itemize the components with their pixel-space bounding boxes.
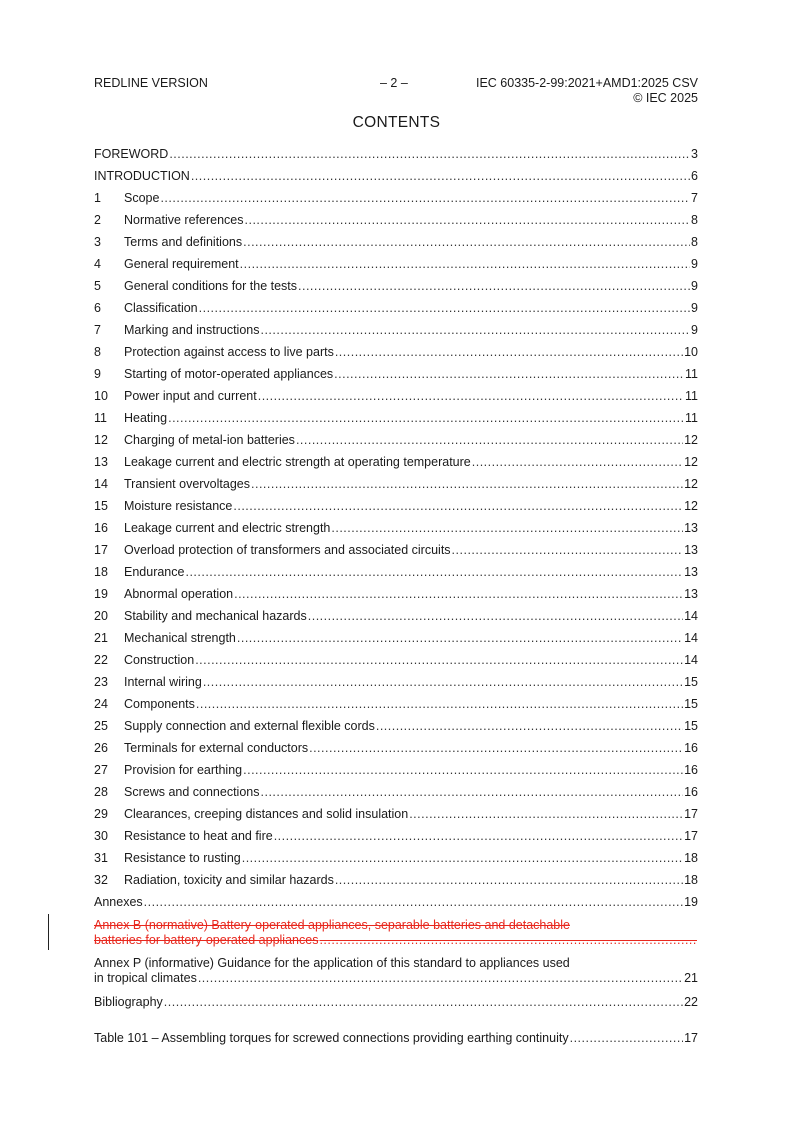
toc-entry-number: 14 (94, 477, 108, 491)
toc-entry-clause-23[interactable] (94, 674, 698, 696)
toc-entry-number: 23 (94, 675, 108, 689)
toc-entry-clause-13[interactable] (94, 454, 698, 476)
toc-entry-page: 7 (691, 191, 698, 205)
toc-entry-page: 9 (691, 279, 698, 293)
toc-leader-dots (261, 785, 684, 799)
toc-entry-label: Screws and connections (124, 785, 260, 799)
toc-entry-page: 6 (691, 169, 698, 183)
toc-leader-dots (240, 257, 690, 271)
toc-entry-number: 3 (94, 235, 101, 249)
toc-entry-clause-30[interactable] (94, 828, 698, 850)
toc-leader-dots (203, 675, 683, 689)
toc-entry-page: 9 (691, 323, 698, 337)
toc-entry-page: 15 (684, 719, 698, 733)
toc-entry-label-line1: Annex B (normative) Battery-operated appliances, separable batteries and detachable (94, 918, 570, 932)
header-copyright: © IEC 2025 (633, 91, 698, 105)
toc-entry-number: 29 (94, 807, 108, 821)
toc-entry-label: Starting of motor-operated appliances (124, 367, 334, 381)
toc-entry-number: 12 (94, 433, 108, 447)
toc-entry-label: Construction (124, 653, 195, 667)
toc-leader-dots (376, 719, 683, 733)
toc-entry-clause-29[interactable] (94, 806, 698, 828)
toc-entry-number: 10 (94, 389, 108, 403)
header-standard-id: IEC 60335-2-99:2021+AMD1:2025 CSV (475, 76, 698, 90)
toc-entry-number: 2 (94, 213, 101, 227)
toc-entry-label: Transient overvoltages (124, 477, 250, 491)
toc-entry-label: Protection against access to live parts (124, 345, 334, 359)
toc-entry-label: Radiation, toxicity and similar hazards (124, 873, 334, 887)
header-left: REDLINE VERSION (94, 76, 208, 90)
toc-entry-clause-26[interactable] (94, 740, 698, 762)
toc-entry-label: Bibliography (94, 995, 163, 1009)
toc-entry-number: 7 (94, 323, 101, 337)
toc-entry-label: Overload protection of transformers and associated circuits (124, 543, 451, 557)
toc-entry-clause-15[interactable] (94, 498, 698, 520)
toc-entry-page: 18 (684, 873, 698, 887)
toc-entry-page: 8 (691, 235, 698, 249)
toc-entry-label: Moisture resistance (124, 499, 233, 513)
toc-entry-clause-18[interactable] (94, 564, 698, 586)
toc-entry-annexes[interactable] (94, 894, 698, 916)
toc-entry-number: 26 (94, 741, 108, 755)
toc-entry-number: 5 (94, 279, 101, 293)
toc-leader-dots (452, 543, 684, 557)
toc-leader-dots (237, 631, 683, 645)
toc-entry-page: 9 (691, 301, 698, 315)
toc-entry-label: Components (124, 697, 195, 711)
toc-entry-page: 12 (684, 477, 698, 491)
toc-entry-label: Resistance to rusting (124, 851, 241, 865)
toc-entry-clause-11[interactable] (94, 410, 698, 432)
toc-entry-page: 13 (684, 543, 698, 557)
toc-entry-label: Resistance to heat and fire (124, 829, 273, 843)
toc-entry-page: 8 (691, 213, 698, 227)
toc-entry-table-101[interactable] (94, 1030, 698, 1052)
toc-entry-number: 27 (94, 763, 108, 777)
toc-entry-label-line2: in tropical climates (94, 971, 197, 985)
toc-entry-number: 28 (94, 785, 108, 799)
toc-entry-label: Terminals for external conductors (124, 741, 309, 755)
toc-entry-number: 13 (94, 455, 108, 469)
toc-leader-dots (199, 301, 690, 315)
toc-entry-label-line1: Annex P (informative) Guidance for the application of this standard to appliances used (94, 956, 570, 970)
toc-entry-clause-3[interactable] (94, 234, 698, 256)
toc-leader-dots (251, 477, 683, 491)
toc-entry-page: 9 (691, 257, 698, 271)
toc-entry-page: 13 (684, 565, 698, 579)
toc-leader-dots (308, 609, 683, 623)
toc-leader-dots (298, 279, 690, 293)
toc-leader-dots (169, 147, 690, 161)
toc-entry-label: General requirement (124, 257, 239, 271)
toc-entry-page: 11 (685, 367, 698, 381)
toc-entry-label: Heating (124, 411, 168, 425)
toc-entry-clause-19[interactable] (94, 586, 698, 608)
toc-leader-dots (234, 587, 683, 601)
toc-entry-introduction[interactable] (94, 168, 698, 190)
toc-entry-page: 12 (684, 455, 698, 469)
table-of-contents (94, 146, 698, 1052)
toc-leader-dots (243, 235, 690, 249)
toc-entry-page: 11 (685, 389, 698, 403)
page-title: CONTENTS (352, 114, 441, 131)
toc-entry-clause-28[interactable] (94, 784, 698, 806)
toc-entry-clause-16[interactable] (94, 520, 698, 542)
toc-entry-label: Terms and definitions (124, 235, 243, 249)
toc-entry-number: 32 (94, 873, 108, 887)
toc-leader-dots (198, 971, 683, 986)
toc-entry-label: Leakage current and electric strength at operating temperature (124, 455, 471, 469)
header-page-number: – 2 – (380, 76, 408, 90)
toc-entry-number: 11 (94, 411, 107, 425)
toc-leader-dots (164, 995, 683, 1009)
toc-entry-number: 9 (94, 367, 101, 381)
toc-entry-annex-p[interactable] (94, 956, 698, 994)
toc-leader-dots (334, 367, 684, 381)
toc-entry-label: Abnormal operation (124, 587, 234, 601)
toc-entry-page: 21 (684, 971, 698, 985)
toc-entry-number: 20 (94, 609, 108, 623)
toc-entry-label-line2: batteries for battery-operated appliances (94, 933, 319, 947)
toc-entry-label: Table 101 – Assembling torques for screwed connections providing earthing continuity (94, 1031, 569, 1045)
toc-entry-clause-9[interactable] (94, 366, 698, 388)
toc-entry-label: Mechanical strength (124, 631, 236, 645)
toc-entry-clause-31[interactable] (94, 850, 698, 872)
header-right (476, 76, 698, 106)
toc-entry-page: 14 (684, 653, 698, 667)
toc-entry-clause-32[interactable] (94, 872, 698, 894)
toc-entry-bibliography[interactable] (94, 994, 698, 1016)
toc-entry-page: 13 (684, 521, 698, 535)
toc-leader-dots (196, 697, 683, 711)
toc-leader-dots (570, 1031, 684, 1045)
toc-entry-number: 18 (94, 565, 108, 579)
toc-entry-label: Endurance (124, 565, 185, 579)
toc-entry-clause-14[interactable] (94, 476, 698, 498)
toc-entry-page: 10 (684, 345, 698, 359)
toc-leader-dots (195, 653, 683, 667)
toc-entry-label: Provision for earthing (124, 763, 243, 777)
toc-entry-clause-27[interactable] (94, 762, 698, 784)
toc-leader-dots (331, 521, 683, 535)
toc-entry-page: 18 (684, 851, 698, 865)
toc-leader-dots (296, 433, 683, 447)
toc-entry-page: 16 (684, 785, 698, 799)
toc-leader-dots (409, 807, 683, 821)
toc-entry-label: General conditions for the tests (124, 279, 298, 293)
change-bar (48, 914, 49, 950)
toc-entry-clause-22[interactable] (94, 652, 698, 674)
toc-entry-page: 19 (684, 895, 698, 909)
toc-entry-clause-12[interactable] (94, 432, 698, 454)
toc-entry-label: Marking and instructions (124, 323, 260, 337)
toc-entry-clause-10[interactable] (94, 388, 698, 410)
toc-entry-label: Stability and mechanical hazards (124, 609, 307, 623)
toc-leader-dots (335, 873, 683, 887)
toc-leader-dots (245, 213, 691, 227)
toc-entry-label: Scope (124, 191, 160, 205)
toc-entry-number: 1 (94, 191, 101, 205)
toc-entry-clause-5[interactable] (94, 278, 698, 300)
toc-entry-number: 31 (94, 851, 108, 865)
toc-entry-label: Internal wiring (124, 675, 202, 689)
toc-leader-dots (160, 191, 690, 205)
toc-entry-label: Charging of metal-ion batteries (124, 433, 295, 447)
toc-leader-dots (274, 829, 683, 843)
toc-leader-dots (258, 389, 684, 403)
toc-entry-page: 14 (684, 609, 698, 623)
toc-entry-page: 17 (684, 807, 698, 821)
toc-leader-dots (309, 741, 683, 755)
toc-entry-clause-21[interactable] (94, 630, 698, 652)
toc-entry-clause-1[interactable] (94, 190, 698, 212)
toc-entry-number: 8 (94, 345, 101, 359)
toc-entry-label: Annexes (94, 895, 143, 909)
toc-leader-dots (335, 345, 683, 359)
toc-entry-number: 4 (94, 257, 101, 271)
toc-entry-number: 15 (94, 499, 108, 513)
toc-entry-label: Classification (124, 301, 198, 315)
toc-entry-clause-24[interactable] (94, 696, 698, 718)
toc-leader-dots (185, 565, 683, 579)
toc-entry-number: 24 (94, 697, 108, 711)
toc-entry-page: 15 (684, 675, 698, 689)
toc-entry-number: 30 (94, 829, 108, 843)
toc-entry-number: 22 (94, 653, 108, 667)
toc-entry-number: 19 (94, 587, 108, 601)
toc-entry-page: 22 (684, 995, 698, 1009)
toc-entry-page: 12 (684, 499, 698, 513)
toc-entry-clause-20[interactable] (94, 608, 698, 630)
toc-entry-clause-8[interactable] (94, 344, 698, 366)
toc-entry-page: 3 (691, 147, 698, 161)
toc-entry-clause-17[interactable] (94, 542, 698, 564)
toc-leader-dots (168, 411, 684, 425)
toc-leader-dots (260, 323, 690, 337)
toc-leader-dots (319, 933, 697, 948)
toc-entry-page: 14 (684, 631, 698, 645)
toc-entry-page: 11 (685, 411, 698, 425)
toc-entry-page: 12 (684, 433, 698, 447)
toc-leader-dots (472, 455, 683, 469)
toc-entry-clause-4[interactable] (94, 256, 698, 278)
toc-entry-label: Normative references (124, 213, 244, 227)
toc-leader-dots (233, 499, 683, 513)
toc-entry-clause-7[interactable] (94, 322, 698, 344)
toc-leader-dots (242, 851, 683, 865)
toc-entry-number: 25 (94, 719, 108, 733)
toc-entry-label: INTRODUCTION (94, 169, 190, 183)
toc-entry-page: 13 (684, 587, 698, 601)
toc-entry-number: 21 (94, 631, 108, 645)
toc-entry-clause-25[interactable] (94, 718, 698, 740)
toc-entry-page: 15 (684, 697, 698, 711)
toc-entry-number: 16 (94, 521, 108, 535)
toc-leader-dots (144, 895, 683, 909)
toc-entry-label: Leakage current and electric strength (124, 521, 331, 535)
toc-front-matter (94, 146, 698, 190)
toc-entry-label: Power input and current (124, 389, 257, 403)
toc-entry-page: 16 (684, 763, 698, 777)
toc-entry-label: Clearances, creeping distances and solid insulation (124, 807, 409, 821)
toc-entry-label: FOREWORD (94, 147, 169, 161)
toc-entry-number: 6 (94, 301, 101, 315)
toc-entry-page: 17 (684, 829, 698, 843)
toc-entry-clause-6[interactable] (94, 300, 698, 322)
toc-entry-foreword[interactable] (94, 146, 698, 168)
toc-entry-annex-b-deleted[interactable] (94, 918, 698, 954)
toc-leader-dots (243, 763, 683, 777)
toc-clauses (94, 190, 698, 894)
toc-entry-page: 16 (684, 741, 698, 755)
toc-entry-clause-2[interactable] (94, 212, 698, 234)
toc-entry-label: Supply connection and external flexible cords (124, 719, 375, 733)
toc-leader-dots (191, 169, 690, 183)
toc-entry-page: 17 (684, 1031, 698, 1045)
toc-entry-number: 17 (94, 543, 108, 557)
